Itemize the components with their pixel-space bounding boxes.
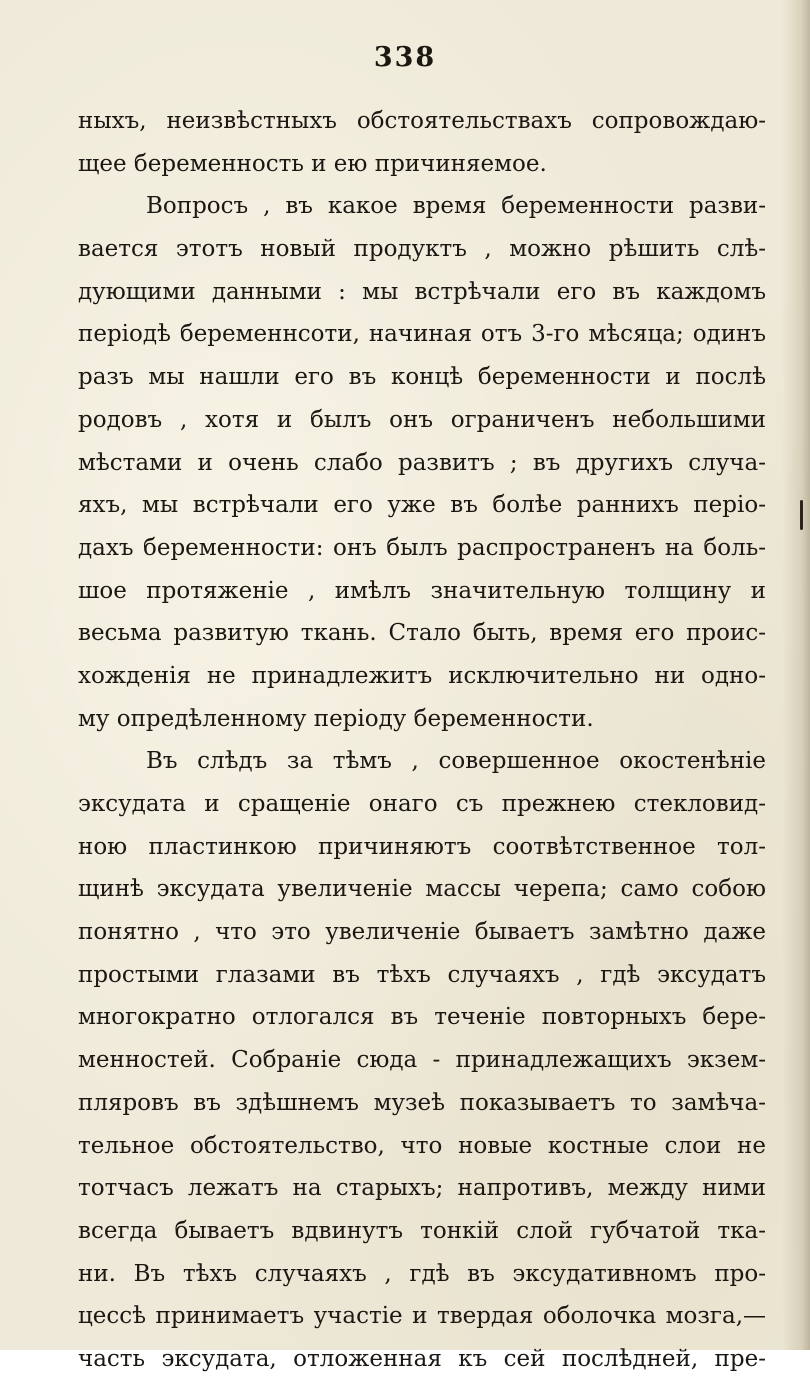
page-edge-mark [800, 500, 803, 530]
text-line: разъ мы нашли его въ концѣ беременности и послѣ [78, 364, 766, 391]
text-line: ною пластинкою причиняютъ соотвѣтственное тол- [78, 833, 766, 860]
text-line: часть эксудата, отложенная къ сей послѣдней, пре- [78, 1345, 766, 1372]
text-line: многократно отлогался въ теченіе повторныхъ бере- [78, 1004, 766, 1031]
text-line: пляровъ въ здѣшнемъ музеѣ показываетъ то замѣча- [78, 1089, 766, 1116]
text-line: хожденія не принадлежитъ исключительно ни одно- [78, 662, 766, 689]
text-line: понятно , что это увеличеніе бываетъ замѣтно даже [78, 919, 766, 946]
text-line: тельное обстоятельство, что новые костные слои не [78, 1132, 766, 1159]
text-line: весьма развитую ткань. Стало быть, время его проис- [78, 620, 766, 647]
text-line: простыми глазами въ тѣхъ случаяхъ , гдѣ эксудатъ [78, 961, 766, 988]
text-line: вается этотъ новый продуктъ , можно рѣшить слѣ- [78, 236, 766, 263]
text-line: шое протяженіе , имѣлъ значительную толщину и [78, 577, 766, 604]
page-number: 338 [373, 42, 437, 73]
text-line: му опредѣленному періоду беременности. [78, 705, 594, 732]
text-line: яхъ, мы встрѣчали его уже въ болѣе раннихъ періо- [78, 492, 766, 519]
text-line: Вопросъ , въ какое время беременности разви- [146, 193, 766, 220]
text-line: всегда бываетъ вдвинутъ тонкій слой губчатой тка- [78, 1217, 766, 1244]
text-line: родовъ , хотя и былъ онъ ограниченъ небольшими [78, 406, 766, 433]
text-line: ни. Въ тѣхъ случаяхъ , гдѣ въ эксудативномъ про- [78, 1260, 766, 1287]
text-line: тотчасъ лежатъ на старыхъ; напротивъ, между ними [78, 1175, 766, 1202]
body-text [78, 100, 766, 1381]
text-line: Въ слѣдъ за тѣмъ , совершенное окостенѣніе [146, 748, 766, 775]
page-edge-shadow [782, 0, 810, 1350]
text-line: щинѣ эксудата увеличеніе массы черепа; само собою [78, 876, 766, 903]
text-line: мѣстами и очень слабо развитъ ; въ другихъ случа- [78, 449, 766, 476]
text-line: щее беременность и ею причиняемое. [78, 150, 547, 177]
text-line: дующими данными : мы встрѣчали его въ каждомъ [78, 278, 766, 305]
text-line: цессѣ принимаетъ участіе и твердая оболочка мозга,— [78, 1303, 766, 1330]
text-line: дахъ беременности: онъ былъ распространенъ на боль- [78, 534, 766, 561]
text-line: менностей. Собраніе сюда - принадлежащихъ экзем- [78, 1047, 766, 1074]
text-line: періодѣ беременнсоти, начиная отъ 3-го мѣсяца; одинъ [78, 321, 766, 348]
text-line: ныхъ, неизвѣстныхъ обстоятельствахъ сопровождаю- [78, 108, 766, 134]
text-line: эксудата и сращеніе онаго съ прежнею стекловид- [78, 791, 766, 817]
